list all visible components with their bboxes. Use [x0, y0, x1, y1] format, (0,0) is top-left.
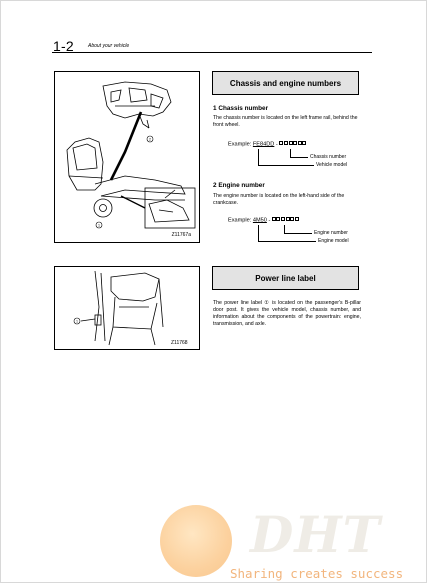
- engine-example: Example: 4M50 -: [228, 217, 299, 223]
- chassis-callout-line-h: [290, 157, 308, 158]
- chassis-digit-boxes: [279, 141, 307, 147]
- section-title-power-line: Power line label: [212, 266, 359, 290]
- chassis-figure: [54, 71, 200, 243]
- chassis-number-heading: 1 Chassis number: [213, 105, 269, 112]
- chassis-callout-chassis-number: Chassis number: [310, 154, 347, 160]
- engine-example-label: Example:: [228, 217, 252, 224]
- chassis-callout-vehicle-model: Vehicle model: [316, 162, 348, 168]
- section-title-chassis: Chassis and engine numbers: [212, 71, 359, 95]
- figure-id: Z11767a: [171, 232, 191, 238]
- callout-1-label: 1: [76, 319, 78, 324]
- header-rule: [52, 52, 372, 53]
- engine-number-text: The engine number is located on the left-hand side of the crankcase.: [213, 193, 345, 206]
- engine-model-callout-line-h: [258, 241, 316, 242]
- engine-callout-engine-number: Engine number: [314, 230, 348, 236]
- callout-1-label: 1: [98, 223, 100, 228]
- chassis-example-label: Example:: [228, 141, 252, 148]
- chassis-number-text: The chassis number is located on the left frame rail, behind the front wheel.: [213, 115, 358, 128]
- section-label: About your vehicle: [88, 43, 130, 49]
- engine-example-code: 4M50: [252, 217, 267, 224]
- chassis-example: Example: FE84DD -: [228, 141, 307, 147]
- power-line-figure: [54, 266, 200, 350]
- chassis-callout-line-v: [290, 149, 291, 157]
- figure-id: Z11768: [171, 340, 188, 346]
- watermark-logo: DHT: [250, 505, 381, 564]
- chassis-example-code: FE84DD: [252, 141, 275, 148]
- power-line-text: The power line label ① is located on the passenger's B-pillar door post. It gives the vehicle model, chassis number, and information about the components of the powertrain: engine, transmission, and axle.: [213, 300, 361, 327]
- page-number: 1-2: [53, 38, 74, 54]
- engine-number-heading: 2 Engine number: [213, 182, 265, 189]
- watermark-slogan: Sharing creates success: [230, 566, 404, 581]
- b-pillar-illustration: [55, 267, 201, 351]
- model-callout-line-h: [258, 165, 314, 166]
- engine-callout-line-v: [284, 225, 285, 233]
- engine-model-callout-line-v: [258, 225, 259, 241]
- callout-2-label: 2: [149, 137, 151, 142]
- chassis-illustration: [55, 72, 201, 244]
- model-callout-line-v: [258, 149, 259, 165]
- engine-callout-line-h: [284, 233, 312, 234]
- engine-callout-engine-model: Engine model: [318, 238, 349, 244]
- watermark-logo-mark: [160, 505, 232, 577]
- engine-digit-boxes: [272, 217, 300, 223]
